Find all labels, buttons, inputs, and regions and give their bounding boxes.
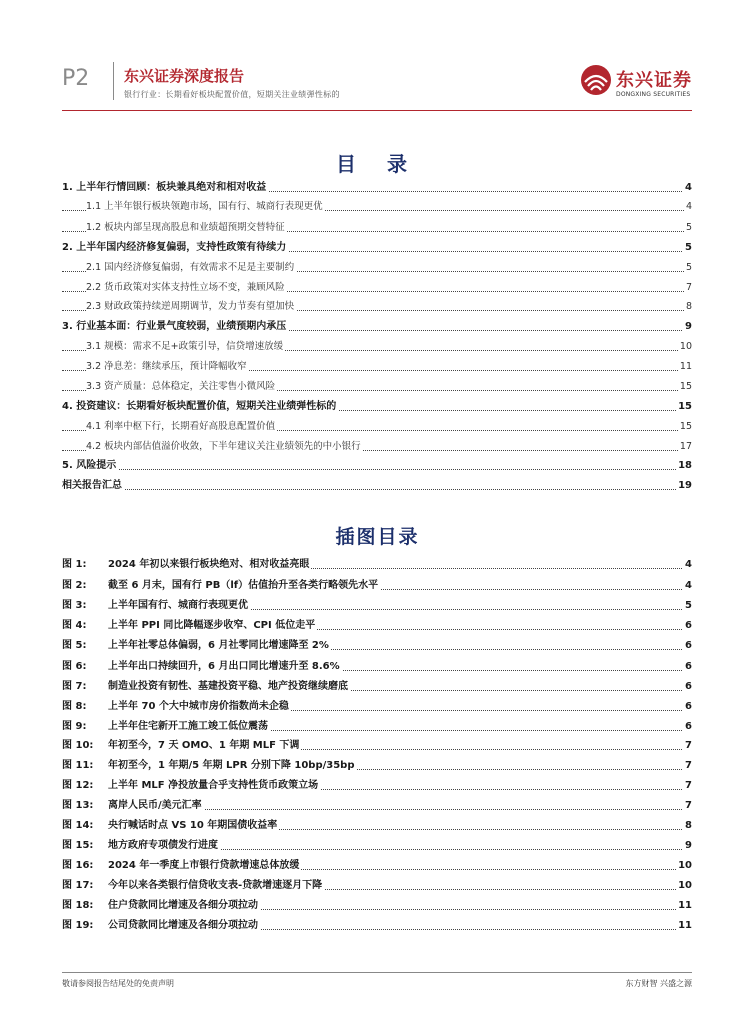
toc-entry[interactable]: 1.2 板块内部呈现高股息和业绩超预期交替特征 5 (62, 219, 692, 237)
toc-title: 目 录 (336, 152, 419, 176)
figure-entry[interactable]: 图 15: 地方政府专项债发行进度 9 (62, 837, 692, 855)
toc-entry[interactable]: 4. 投资建议：长期看好板块配置价值，短期关注业绩弹性标的 15 (62, 398, 692, 416)
logo-english: DONGXING SECURITIES (616, 91, 691, 98)
figure-entry[interactable]: 图 10: 年初至今，7 天 OMO、1 年期 MLF 下调 7 (62, 737, 692, 755)
figure-entry[interactable]: 图 2: 截至 6 月末，国有行 PB（lf）估值抬升至各类行略领先水平 4 (62, 577, 692, 595)
toc-entry[interactable]: 2.2 货币政策对实体支持性立场不变，兼顾风险 7 (62, 279, 692, 297)
dongxing-logo-icon (580, 64, 612, 96)
report-title: 东兴证券深度报告 (124, 67, 245, 85)
logo-name: 东兴证券 (616, 70, 692, 91)
disclaimer-note: 敬请参阅报告结尾处的免责声明 (62, 979, 174, 988)
toc-entry[interactable]: 1.1 上半年银行板块领跑市场，国有行、城商行表现更优 4 (62, 198, 692, 216)
figure-entry[interactable]: 图 11: 年初至今，1 年期/5 年期 LPR 分别下降 10bp/35bp 7 (62, 757, 692, 775)
figure-entry[interactable]: 图 19: 公司贷款同比增速及各细分项拉动 11 (62, 917, 692, 935)
toc-entry[interactable]: 5. 风险提示 18 (62, 457, 692, 475)
toc-entry[interactable]: 2.3 财政政策持续逆周期调节，发力节奏有望加快 8 (62, 298, 692, 316)
toc-entry[interactable]: 3.2 净息差：继续承压，预计降幅收窄 11 (62, 358, 692, 376)
toc-entry[interactable]: 4.1 利率中枢下行，长期看好高股息配置价值 15 (62, 418, 692, 436)
figure-entry[interactable]: 图 9: 上半年住宅新开工施工竣工低位震荡 6 (62, 718, 692, 736)
report-subtitle: 银行行业：长期看好板块配置价值，短期关注业绩弹性标的 (124, 90, 340, 99)
figure-entry[interactable]: 图 8: 上半年 70 个大中城市房价指数尚未企稳 6 (62, 698, 692, 716)
figure-entry[interactable]: 图 3: 上半年国有行、城商行表现更优 5 (62, 597, 692, 615)
toc-entry[interactable]: 3. 行业基本面：行业景气度较弱，业绩预期内承压 9 (62, 318, 692, 336)
figure-entry[interactable]: 图 5: 上半年社零总体偏弱，6 月社零同比增速降至 2% 6 (62, 637, 692, 655)
header-divider (113, 62, 114, 100)
footer-rule (62, 972, 692, 973)
page-number: P2 (62, 66, 90, 91)
figure-list-title: 插图目录 (335, 526, 420, 548)
toc-entry[interactable]: 3.3 资产质量：总体稳定，关注零售小微风险 15 (62, 378, 692, 396)
figure-entry[interactable]: 图 4: 上半年 PPI 同比降幅逐步收窄、CPI 低位走平 6 (62, 617, 692, 635)
figure-entry[interactable]: 图 1: 2024 年初以来银行板块绝对、相对收益亮眼 4 (62, 556, 692, 574)
figure-entry[interactable]: 图 7: 制造业投资有韧性、基建投资平稳、地产投资继续磨底 6 (62, 678, 692, 696)
toc-entry[interactable]: 4.2 板块内部估值溢价收敛，下半年建议关注业绩领先的中小银行 17 (62, 438, 692, 456)
figure-entry[interactable]: 图 16: 2024 年一季度上市银行贷款增速总体放缓 10 (62, 857, 692, 875)
figure-entry[interactable]: 图 14: 央行喊话时点 VS 10 年期国债收益率 8 (62, 817, 692, 835)
toc-entry[interactable]: 相关报告汇总 19 (62, 477, 692, 495)
toc-entry[interactable]: 1. 上半年行情回顾：板块兼具绝对和相对收益 4 (62, 179, 692, 197)
company-logo (580, 64, 692, 104)
footer-slogan: 东方财智 兴盛之源 (625, 979, 692, 988)
toc-entry[interactable]: 3.1 规模：需求不足+政策引导，信贷增速放缓 10 (62, 338, 692, 356)
header-rule (62, 110, 692, 111)
figure-entry[interactable]: 图 6: 上半年出口持续回升，6 月出口同比增速升至 8.6% 6 (62, 658, 692, 676)
figure-entry[interactable]: 图 12: 上半年 MLF 净投放量合乎支持性货币政策立场 7 (62, 777, 692, 795)
figure-entry[interactable]: 图 13: 离岸人民币/美元汇率 7 (62, 797, 692, 815)
toc-entry[interactable]: 2.1 国内经济修复偏弱，有效需求不足是主要制约 5 (62, 259, 692, 277)
figure-entry[interactable]: 图 18: 住户贷款同比增速及各细分项拉动 11 (62, 897, 692, 915)
figure-entry[interactable]: 图 17: 今年以来各类银行信贷收支表-贷款增速逐月下降 10 (62, 877, 692, 895)
toc-entry[interactable]: 2. 上半年国内经济修复偏弱，支持性政策有待续力 5 (62, 239, 692, 257)
report-header (0, 0, 755, 110)
